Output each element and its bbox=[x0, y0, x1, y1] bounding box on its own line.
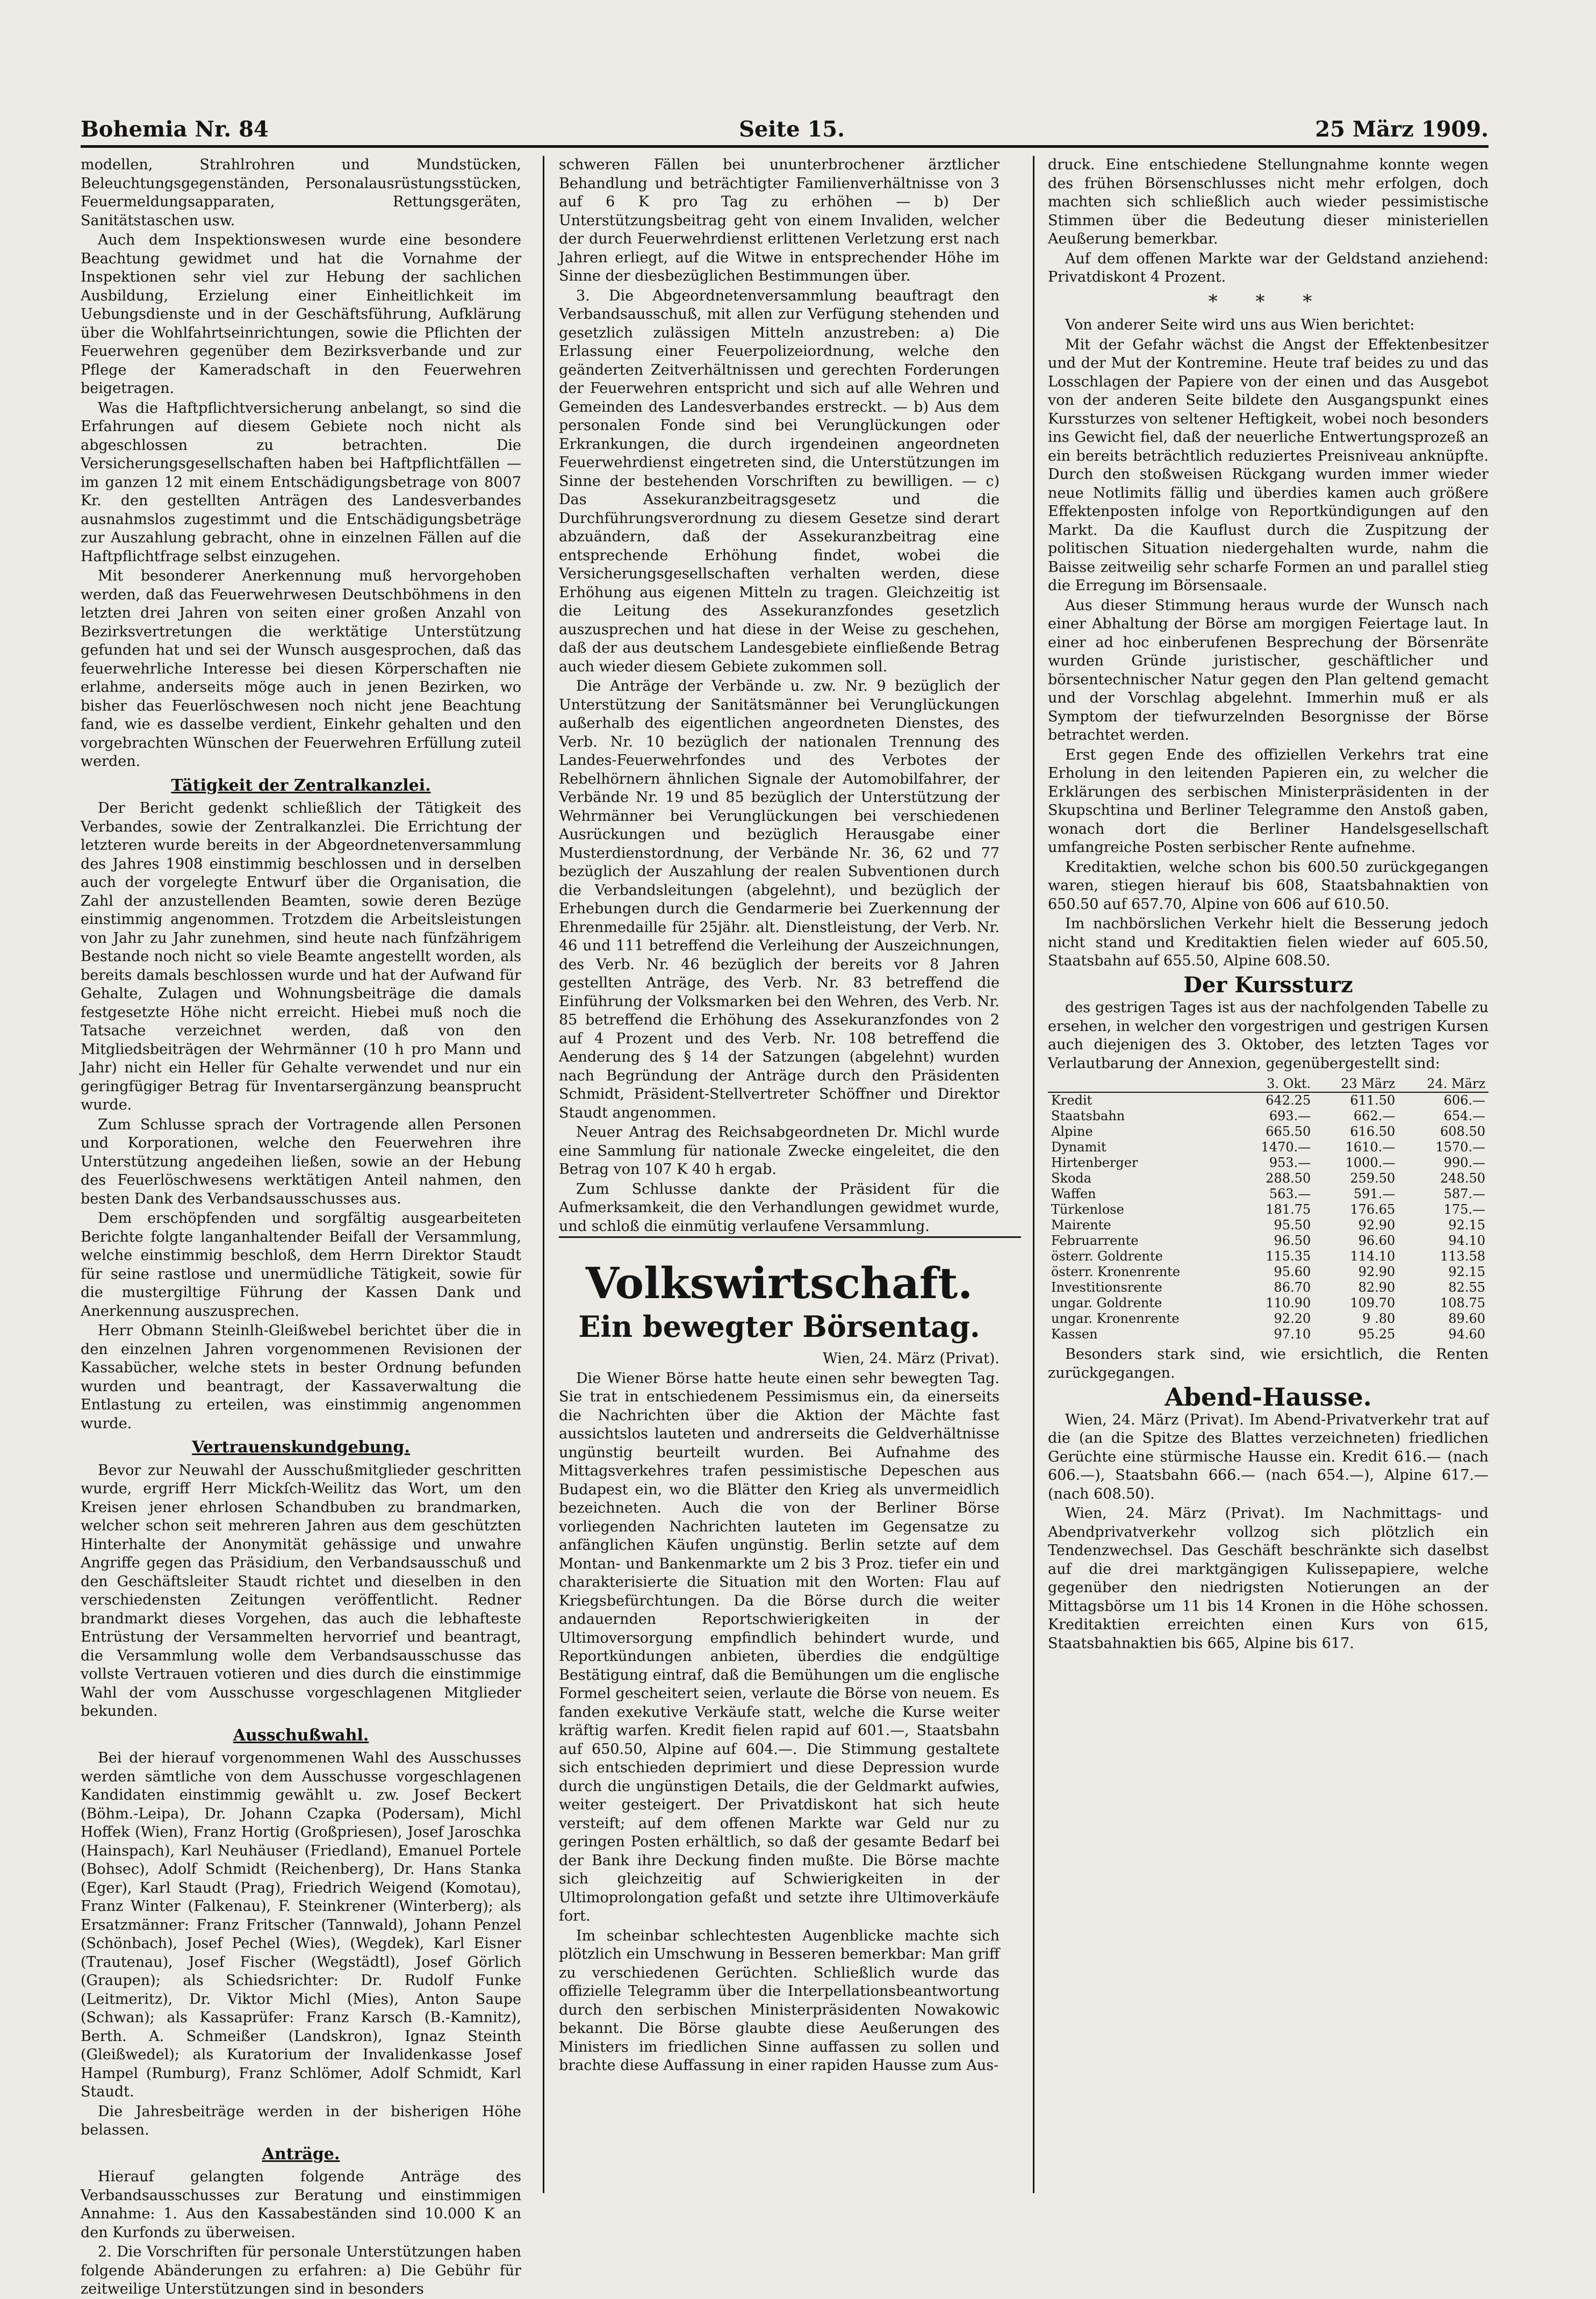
paragraph: Im scheinbar schlechtesten Augenblicke machte sich plötzlich ein Umschwung in Besseren bemerkbar: Man griff zu verschiedenen Gerüchten. Schließlich wurde das offizielle Telegramm über die Interpellationsbeantwortung durch den serbischen Ministerpräsidenten Nowakowic bekannt. Die Börse glaubte diese Aeußerungen des Ministers im friedlichen Sinne auffassen zu sollen und brachte diese Auffassung in einer rapiden Hausse zum Aus- bbox=[559, 1927, 1000, 2074]
table-row bbox=[1048, 1233, 1489, 1249]
table-row bbox=[1048, 1186, 1489, 1202]
table-row bbox=[1048, 1280, 1489, 1295]
rate-value: 616.50 bbox=[1350, 1124, 1396, 1139]
column-rule-2 bbox=[1033, 156, 1034, 2193]
table-row bbox=[1048, 1264, 1489, 1280]
rate-value: 92.15 bbox=[1448, 1217, 1485, 1233]
security-name: Mairente bbox=[1051, 1217, 1111, 1233]
rate-value: 92.90 bbox=[1358, 1217, 1396, 1233]
rate-value: 181.75 bbox=[1266, 1202, 1311, 1217]
rate-value: 92.20 bbox=[1274, 1311, 1311, 1326]
security-name: ungar. Kronenrente bbox=[1051, 1311, 1180, 1326]
rate-value: 1570.— bbox=[1435, 1140, 1485, 1155]
paragraph: Die Wiener Börse hatte heute einen sehr bewegten Tag. Sie trat in entschiedenem Pessimismus ein, da einerseits die Nachrichten über die Aktion der Mächte fast aussichtslos lauteten und andrerseits die Geldverhältnisse ungünstig beurteilt wurden. Bei Aufnahme des Mittagsverkehres trafen pessimistische Depeschen aus Budapest ein, wo die Blätter den Krieg als unvermeidlich bezeichneten. Auch die von der Berliner Börse vorliegenden Nachrichten lauteten im Gegensatze zu anfänglichen Käufen ungünstig. Berlin setzte auf dem Montan- und Bankenmarkte um 2 bis 3 Proz. tiefer ein und charakterisierte die Situation mit den Worten: Flau auf Kriegsbefürchtungen. Da die Börse durch die weiter andauernden Reportschwierigkeiten in der Ultimoversorgung empfindlich behindert wurde, und Reportkündungen anbieten, überdies die endgültige Bestätigung eintraf, daß die Bemühungen um die englische Formel gescheitert seien, verlaute die Börse von neuem. Es fanden exekutive Verkäufe statt, welche die Kurse weiter kräftig warfen. Kredit fielen rapid auf 601.—, Staatsbahn auf 650.50, Alpine auf 604.—. Die Stimmung gestaltete sich entschieden deprimiert und diese Depression wurde durch die ungünstigen Details, die der Geldmarkt aufwies, weiter gesteigert. Der Privatdiskont hat sich heute versteift; auf dem offenen Markte war Geld nur zu geringen Posten erhältlich, so daß der gesamte Bedarf bei der Bank ihre Deckung finden mußte. Die Börse machte sich gleichzeitig auf Schwierigkeiten in der Ultimoprolongation gefaßt und setzte ihre Ultimoverkäufe fort. bbox=[559, 1370, 1000, 1924]
rate-value: 587.— bbox=[1443, 1186, 1485, 1201]
table-row bbox=[1048, 1124, 1489, 1140]
rate-value: 9 .80 bbox=[1362, 1311, 1396, 1326]
security-name: österr. Goldrente bbox=[1051, 1249, 1163, 1264]
table-row bbox=[1048, 1311, 1489, 1327]
rate-value: 563.— bbox=[1269, 1186, 1311, 1201]
rate-value: 606.— bbox=[1443, 1093, 1485, 1108]
table-header: 3. Okt. bbox=[1236, 1076, 1314, 1092]
rate-value: 95.50 bbox=[1274, 1217, 1311, 1233]
paragraph: Bei der hierauf vorgenommenen Wahl des Ausschusses werden sämtliche von dem Ausschusse vorgeschlagenen Kandidaten einstimmig gewählt u. zw. Josef Beckert (Böhm.-Leipa), Dr. Johann Czapka (Podersam), Michl Hoffek (Wien), Franz Hortig (Großpriesen), Josef Jaroschka (Hainspach), Karl Neuhäuser (Friedland), Emanuel Portele (Bohsec), Adolf Schmidt (Reichenberg), Dr. Hans Stanka (Eger), Karl Staudt (Prag), Friedrich Weigend (Komotau), Franz Winter (Falkenau), F. Steinkrener (Winterberg); als Ersatzmänner: Franz Fritscher (Tannwald), Johann Penzel (Schönbach), Josef Pechel (Wies), (Wegdek), Karl Eisner (Trautenau), Josef Fischer (Wegstädtl), Josef Görlich (Graupen); als Schiedsrichter: Dr. Rudolf Funke (Leitmeritz), Dr. Viktor Michl (Mies), Anton Saupe (Schwan); als Kassaprüfer: Franz Karsch (B.-Kamnitz), Berth. A. Schmeißer (Landskron), Ignaz Steinth (Gleißwedel); als Kuratorium der Invalidenkasse Josef Hampel (Rumburg), Franz Schlömer, Adolf Schmidt, Karl Staudt. bbox=[81, 1750, 521, 2100]
rate-value: 89.60 bbox=[1448, 1311, 1485, 1326]
paragraph: Zum Schlusse dankte der Präsident für die Aufmerksamkeit, die den Verhandlungen gewidmet wurde, und schloß die einmütig verlaufene Versammlung. bbox=[559, 1180, 1000, 1235]
rate-value: 611.50 bbox=[1350, 1093, 1396, 1108]
column-3 bbox=[1048, 156, 1489, 2193]
table-row bbox=[1048, 1092, 1489, 1108]
rate-value: 288.50 bbox=[1266, 1171, 1311, 1186]
paragraph: 2. Die Vorschriften für personale Unterstützungen haben folgende Abänderungen zu erfahren: a) Die Gebühr für zeitweilige Unterstützungen sind in besonders bbox=[81, 2244, 521, 2297]
subheading-antraege: Anträge. bbox=[262, 2144, 340, 2164]
rate-value: 114.10 bbox=[1350, 1249, 1396, 1264]
article-title: Ein bewegter Börsentag. bbox=[578, 1309, 980, 1344]
rate-value: 662.— bbox=[1353, 1108, 1396, 1123]
page-header bbox=[81, 113, 1489, 148]
section-title: Volkswirtschaft. bbox=[585, 1258, 973, 1308]
rates-table bbox=[1048, 1076, 1489, 1342]
paragraph: Neuer Antrag des Reichsabgeordneten Dr. Michl wurde eine Sammlung für nationale Zwecke eingeleitet, die den Betrag von 107 K 40 h ergab. bbox=[559, 1124, 1000, 1178]
security-name: Alpine bbox=[1051, 1124, 1093, 1139]
rate-value: 95.25 bbox=[1358, 1327, 1396, 1342]
paragraph: Von anderer Seite wird uns aus Wien berichtet: bbox=[1065, 317, 1415, 333]
paragraph: Kreditaktien, welche schon bis 600.50 zurückgegangen waren, stiegen hierauf bis 608, Staatsbahnaktien von 650.50 auf 657.70, Alpine von 606 auf 610.50. bbox=[1048, 858, 1489, 913]
rate-value: 654.— bbox=[1443, 1108, 1485, 1123]
paragraph: Erst gegen Ende des offiziellen Verkehrs trat eine Erholung in den leitenden Papieren ein, zu welcher die Erklärungen des serbischen Ministerpräsidenten in der Skupschtina und Berliner Telegramme den Anstoß gaben, wonach dort die Berliner Handelsgesellschaft umfangreiche Posten serbischer Rente aufnehme. bbox=[1048, 746, 1489, 856]
paragraph: Die Jahresbeiträge werden in der bisherigen Höhe belassen. bbox=[81, 2103, 521, 2138]
table-row bbox=[1048, 1327, 1489, 1342]
rate-value: 94.10 bbox=[1448, 1233, 1485, 1248]
paragraph: Bevor zur Neuwahl der Ausschußmitglieder geschritten wurde, ergriff Herr Mickſch-Weilitz das Wort, um den Kreisen jener ehrlosen Schandbuben zu brandmarken, welcher schon seit mehreren Jahren aus dem geschützten Hinterhalte der Anonymität gehässige und unwahre Angriffe gegen das Präsidium, den Verbandsausschuß und den Geschäftsleiter Staudt richtet und dieselben in den verschiedensten Zeitungen veröffentlicht. Redner brandmarkt dieses Vorgehen, das auch die lebhafteste Entrüstung der Versammelten hervorrief und beantragt, die Versammlung wolle dem Verbandsausschusse das vollste Vertrauen votieren und dies durch die einstimmige Wahl der vom Ausschusse vorgeschlagenen Mitglieder bekunden. bbox=[81, 1462, 521, 1720]
rate-value: 990.— bbox=[1443, 1155, 1485, 1170]
rate-value: 96.50 bbox=[1274, 1233, 1311, 1248]
rate-value: 693.— bbox=[1269, 1108, 1311, 1123]
rate-value: 953.— bbox=[1269, 1155, 1311, 1170]
security-name: Februarrente bbox=[1051, 1233, 1139, 1248]
paragraph: Auf dem offenen Markte war der Geldstand anziehend: Privatdiskont 4 Prozent. bbox=[1048, 250, 1489, 285]
security-name: Waffen bbox=[1051, 1186, 1096, 1201]
paragraph: Wien, 24. März (Privat). Im Nachmittags- und Abendprivatverkehr vollzog sich plötzlich ein Tendenzwechsel. Das Geschäft beschränkte sich daselbst auf die drei marktgängigen Kulissepapiere, welche gegenüber den niedrigsten Notierungen an der Mittagsbörse um 11 bis 14 Kronen in die Höhe schossen. Kreditaktien erreichten einen Kurs von 615, Staatsbahnaktien bis 665, Alpine bis 617. bbox=[1048, 1505, 1489, 1652]
table-header bbox=[1048, 1076, 1236, 1092]
paragraph: Herr Obmann Steinlh-Gleißwebel berichtet über die in den einzelnen Jahren vorgenommenen Revisionen der Kassabücher, welche stets in bester Ordnung befunden wurden und beantragt, der Kassaverwaltung die Entlastung zu erteilen, was einstimmig angenommen wurde. bbox=[81, 1322, 521, 1432]
security-name: Kassen bbox=[1051, 1327, 1098, 1342]
paragraph: schweren Fällen bei ununterbrochener ärztlicher Behandlung und beträchtigter Familienverhältnisse von 3 auf 6 K pro Tag zu erhöhen — b) Der Unterstützungsbeitrag geht von einem Invaliden, welcher der durch Feuerwehrdienst erlittenen Verletzung erst nach Jahren erliegt, auf die Witwe in entsprechender Höhe im Sinne der diesbezüglichen Bestimmungen über. bbox=[559, 156, 1000, 284]
paragraph: Im nachbörslichen Verkehr hielt die Besserung jedoch nicht stand und Kreditaktien fielen wieder auf 605.50, Staatsbahn auf 655.50, Alpine 608.50. bbox=[1048, 915, 1489, 969]
table-row bbox=[1048, 1171, 1489, 1186]
rate-value: 96.60 bbox=[1358, 1233, 1396, 1248]
rate-value: 97.10 bbox=[1274, 1327, 1311, 1342]
rate-value: 175.— bbox=[1443, 1202, 1485, 1217]
rate-value: 109.70 bbox=[1350, 1295, 1396, 1310]
rate-value: 115.35 bbox=[1266, 1249, 1311, 1264]
rate-value: 86.70 bbox=[1274, 1280, 1311, 1295]
table-row bbox=[1048, 1217, 1489, 1233]
rate-value: 248.50 bbox=[1440, 1171, 1485, 1186]
table-header: 24. März bbox=[1398, 1076, 1489, 1092]
paragraph: Mit besonderer Anerkennung muß hervorgehoben werden, daß das Feuerwehrwesen Deutschböhmens in den letzten drei Jahren von seiten einer großen Anzahl von Bezirksvertretungen die werktätige Unterstützung gefunden hat und sei der Wunsch ausgesprochen, daß das feuerwehrliche Interesse bei diesen Körperschaften nie erlahme, anderseits möge auch in jenen Bezirken, wo bisher das Feuerlöschwesen noch nicht jene Beachtung fand, wie es dasselbe verdient, Einkehr gehalten und den vorgebrachten Wünschen der Feuerwehren Erfüllung zuteil werden. bbox=[81, 568, 521, 770]
rate-value: 95.60 bbox=[1274, 1264, 1311, 1279]
rate-value: 113.58 bbox=[1440, 1249, 1485, 1264]
dateline: Wien, 24. März (Privat). bbox=[823, 1350, 1000, 1367]
rate-value: 1470.— bbox=[1261, 1140, 1311, 1155]
rate-value: 94.60 bbox=[1448, 1327, 1485, 1342]
paragraph: Mit der Gefahr wächst die Angst der Effektenbesitzer und der Mut der Kontremine. Heute traf beides zu und das Losschlagen der Papiere von der einen und das Ausgebot von der anderen Seite bildete den Ausgangspunkt eines Kurssturzes von seltener Heftigkeit, wobei noch besonders ins Gewicht fiel, daß der neuerliche Entwertungsprozeß an ein bereits beträchtlich reduziertes Preisniveau anknüpfte. Durch den stoßweisen Rückgang wurden immer wieder neue Notlimits fällig und überdies kamen auch größere Effektenposten infolge von Reportkündigungen auf den Markt. Da die Kauflust durch die Zuspitzung der politischen Situation niedergehalten wurde, nahm die Baisse zeitweilig sehr scharfe Formen an und parallel stieg die Erregung im Börsensaale. bbox=[1048, 336, 1489, 594]
paragraph: druck. Eine entschiedene Stellungnahme konnte wegen des frühen Börsenschlusses nicht mehr erfolgen, doch machten sich schließlich auch wieder pessimistische Stimmen über die Bedeutung dieser ministeriellen Aeußerung bemerkbar. bbox=[1048, 156, 1489, 247]
security-name: Türkenlose bbox=[1051, 1202, 1124, 1217]
rate-value: 1000.— bbox=[1345, 1155, 1396, 1170]
table-header: 23 März bbox=[1314, 1076, 1398, 1092]
security-name: Skoda bbox=[1051, 1171, 1092, 1186]
table-row bbox=[1048, 1249, 1489, 1264]
paragraph: Besonders stark sind, wie ersichtlich, die Renten zurückgegangen. bbox=[1048, 1346, 1489, 1381]
paragraph: Der Bericht gedenkt schließlich der Tätigkeit des Verbandes, sowie der Zentralkanzlei. Die Errichtung der letzteren wurde bereits in der Abgeordnetenversammlung des Jahres 1908 einstimmig beschlossen und in derselben auch der vorgelegte Entwurf über die Organisation, die Zahl der anzustellenden Beamten, sowie deren Bezüge einstimmig angenommen. Trotzdem die Arbeitsleistungen von Jahr zu Jahr zunehmen, sind heute nach fünfzährigem Bestande noch nicht so viele Beamte angestellt worden, als bereits damals beschlossen wurde und hat der Aufwand für Gehalte, Zulagen und Wohnungsbeiträge die damals festgesetzte Höhe nicht erreicht. Hiebei muß noch die Tatsache verzeichnet werden, daß von den Mitgliedsbeiträgen der Wehrmänner (10 h pro Mann und Jahr) nicht ein Heller für Gehalte verwendet und nur ein geringfügiger Betrag für Inventarsergänzung beansprucht wurde. bbox=[81, 800, 521, 1113]
rate-value: 259.50 bbox=[1350, 1171, 1396, 1186]
table-row bbox=[1048, 1155, 1489, 1171]
header-publication: Bohemia Nr. 84 bbox=[81, 116, 269, 142]
rate-value: 591.— bbox=[1353, 1186, 1396, 1201]
rate-value: 642.25 bbox=[1266, 1093, 1311, 1108]
rate-value: 1610.— bbox=[1345, 1140, 1396, 1155]
paragraph: Dem erschöpfenden und sorgfältig ausgearbeiteten Berichte folgte langanhaltender Beifall der Versammlung, welche einstimmig beschloß, dem Herrn Direktor Staudt für seine rastlose und unermüdliche Tätigkeit, sowie für die mustergiltige Führung der Kassen Dank und Anerkennung auszusprechen. bbox=[81, 1210, 521, 1320]
paragraph: Was die Haftpflichtversicherung anbelangt, so sind die Erfahrungen auf diesem Gebiete noch nicht als abgeschlossen zu betrachten. Die Versicherungsgesellschaften haben bei Haftpflichtfällen — im ganzen 12 mit einem Entschädigungsbetrage von 8007 Kr. den gestellten Anträgen des Landesverbandes ausnahmslos zugestimmt und die Entschädigungsbeträge zur Auszahlung gebracht, ohne in einzelnen Fällen auf die Haftpflichtfrage selbst einzugehen. bbox=[81, 399, 521, 565]
column-1 bbox=[81, 156, 521, 2297]
paragraph: Die Anträge der Verbände u. zw. Nr. 9 bezüglich der Unterstützung der Sanitätsmänner bei Verunglückungen außerhalb des eigentlichen angeordneten Dienstes, des Verb. Nr. 10 bezüglich der nationalen Trennung des Landes-Feuerwehrfondes und des Verbotes der Rebelhörnern ähnlichen Signale der Automobilfahrer, der Verbände Nr. 19 und 85 bezüglich der Unterstützung der Wehrmänner bei Verunglückungen bei verschiedenen Ausrückungen und bezüglich Herausgabe einer Musterdienstordnung, der Verbände Nr. 36, 62 und 77 bezüglich der Auszahlung der realen Subventionen durch die Verbandsleitungen (abgelehnt), und bezüglich der Erhebungen durch die Gendarmerie bei Zuerkennung der Ehrenmedaille für 25jähr. alt. Dienstleistung, der Verb. Nr. 46 und 111 betreffend die Verleihung der Auszeichnungen, des Verb. Nr. 46 bezüglich der bereits vor 8 Jahren gestellten Anträge, des Verb. Nr. 83 betreffend die Einführung der Volksmarken bei den Wehren, des Verb. Nr. 85 betreffend die Erhöhung des Assekuranzfondes von 2 auf 4 Prozent und des Verb. Nr. 108 betreffend die Aenderung des § 14 der Satzungen (abgelehnt) wurden nach Begründung der Anträge durch den Präsidenten Schmidt, Präsident-Stellvertreter Schöffner und Direktor Staudt angenommen. bbox=[559, 678, 1000, 1121]
paragraph: modellen, Strahlrohren und Mundstücken, Beleuchtungsgegenständen, Personalausrüstungsstücken, Feuermeldungsapparaten, Rettungsgeräten, Sanitätstaschen usw. bbox=[81, 156, 521, 229]
header-page-number: Seite 15. bbox=[739, 116, 845, 142]
rate-value: 665.50 bbox=[1266, 1124, 1311, 1139]
rate-value: 110.90 bbox=[1266, 1295, 1311, 1310]
table-row bbox=[1048, 1295, 1489, 1311]
security-name: ungar. Goldrente bbox=[1051, 1295, 1162, 1310]
column-rule-1 bbox=[543, 156, 544, 2193]
rate-value: 176.65 bbox=[1350, 1202, 1396, 1217]
subheading-ausschusswahl: Ausschußwahl. bbox=[233, 1725, 369, 1745]
paragraph: Hierauf gelangten folgende Anträge des Verbandsausschusses zur Beratung und einstimmigen Annahme: 1. Aus den Kassabeständen sind 10.000 K an den Kurfonds zu überweisen. bbox=[81, 2168, 521, 2241]
newspaper-page bbox=[81, 113, 1489, 2297]
paragraph: Auch dem Inspektionswesen wurde eine besondere Beachtung gewidmet und hat die Vornahme der Inspektionen sehr viel zur Hebung der sachlichen Ausbildung, Erzielung einer Einheitlichkeit im Uebungsdienste und in der Geschäftsführung, Aufklärung über die Wohlfahrtseinrichtungen, sowie die Pflichten der Feuerwehren gegenüber dem Bezirksverbande und zur Pflege der Kameradschaft in den Feuerwehren beigetragen. bbox=[81, 232, 521, 397]
paragraph: des gestrigen Tages ist aus der nachfolgenden Tabelle zu ersehen, in welcher den vorgestrigen und gestrigen Kursen auch diejenigen des 3. Oktober, des letzten Tages vor Verlautbarung der Annexion, gegenübergestellt sind: bbox=[1048, 999, 1489, 1072]
subheading-kurssturz: Der Kurssturz bbox=[1183, 972, 1353, 998]
rate-value: 82.55 bbox=[1448, 1280, 1485, 1295]
rates-table-body bbox=[1048, 1092, 1489, 1342]
rate-value: 92.15 bbox=[1448, 1264, 1485, 1279]
table-row bbox=[1048, 1202, 1489, 1217]
security-name: Staatsbahn bbox=[1051, 1108, 1125, 1123]
subheading-zentralkanzlei: Tätigkeit der Zentralkanzlei. bbox=[171, 776, 431, 795]
table-row bbox=[1048, 1140, 1489, 1155]
security-name: österr. Kronenrente bbox=[1051, 1264, 1181, 1279]
security-name: Hirtenberger bbox=[1051, 1155, 1138, 1170]
paragraph: 3. Die Abgeordnetenversammlung beauftragt den Verbandsausschuß, mit allen zur Verfügung stehenden und gesetzlich zulässigen Mitteln anzustreben: a) Die Erlassung einer Feuerpolizeiordnung, welche den geänderten Zeitverhältnissen und gerechten Forderungen der Feuerwehren entspricht und sich auf alle Wehren und Gemeinden des Landesverbandes erstreckt. — b) Aus dem personalen Fonde sind bei Verunglückungen oder Erkrankungen, die durch irgendeinen angeordneten Feuerwehrdienst eingetreten sind, die Unterstützungen im Sinne der bestehenden Vorschriften zu bewilligen. — c) Das Assekuranzbeitragsgesetz und die Durchführungsverordnung zu diesem Gesetze sind derart abzuändern, daß der Assekuranzbeitrag eine entsprechende Erhöhung findet, wobei die Versicherungsgesellschaften verhalten werden, diese Erhöhung aus eigenen Mitteln zu tragen. Gleichzeitig ist die Leitung des Assekuranzfondes gesetzlich auszusprechen und hat diese in der Weise zu geschehen, daß der aus deutschem Landesgebiete einfließende Betrag auch wieder diesem Gebiete zukommen soll. bbox=[559, 287, 1000, 675]
rate-value: 92.90 bbox=[1358, 1264, 1396, 1279]
subheading-abend-hausse: Abend-Hausse. bbox=[1164, 1383, 1372, 1412]
table-row bbox=[1048, 1108, 1489, 1124]
security-name: Kredit bbox=[1051, 1093, 1092, 1108]
security-name: Dynamit bbox=[1051, 1140, 1106, 1155]
security-name: Investitionsrente bbox=[1051, 1280, 1162, 1295]
rate-value: 108.75 bbox=[1440, 1295, 1485, 1310]
rate-value: 608.50 bbox=[1440, 1124, 1485, 1139]
header-date: 25 März 1909. bbox=[1315, 116, 1489, 142]
rate-value: 82.90 bbox=[1358, 1280, 1396, 1295]
table-header-row bbox=[1048, 1076, 1489, 1092]
paragraph: Aus dieser Stimmung heraus wurde der Wunsch nach einer Abhaltung der Börse am morgigen Feiertage laut. In einer ad hoc einberufenen Besprechung der Börsenräte wurden Gründe juristischer, geschäftlicher und börsentechnischer Natur gegen den Plan geltend gemacht und der Vorschlag abgelehnt. Immerhin muß er als Symptom der tiefwurzelnden Besorgnisse der Börse betrachtet werden. bbox=[1048, 597, 1489, 743]
paragraph: Zum Schlusse sprach der Vortragende allen Personen und Korporationen, welche den Feuerwehren ihre Unterstützung angedeihen ließen, sowie an der Hebung des Feuerlöschwesens werktätigen Anteil nahmen, den besten Dank des Verbandsausschusses aus. bbox=[81, 1116, 521, 1207]
section-separator: * * * bbox=[1208, 290, 1328, 312]
column-2 bbox=[559, 156, 1000, 2193]
paragraph: Wien, 24. März (Privat). Im Abend-Privatverkehr trat auf die (an die Spitze des Blattes verzeichneten) friedlichen Gerüchte eine stürmische Hausse ein. Kredit 616.— (nach 606.—), Staatsbahn 666.— (nach 654.—), Alpine 617.— (nach 608.50). bbox=[1048, 1411, 1489, 1502]
subheading-vertrauenskundgebung: Vertrauenskundgebung. bbox=[192, 1438, 410, 1457]
